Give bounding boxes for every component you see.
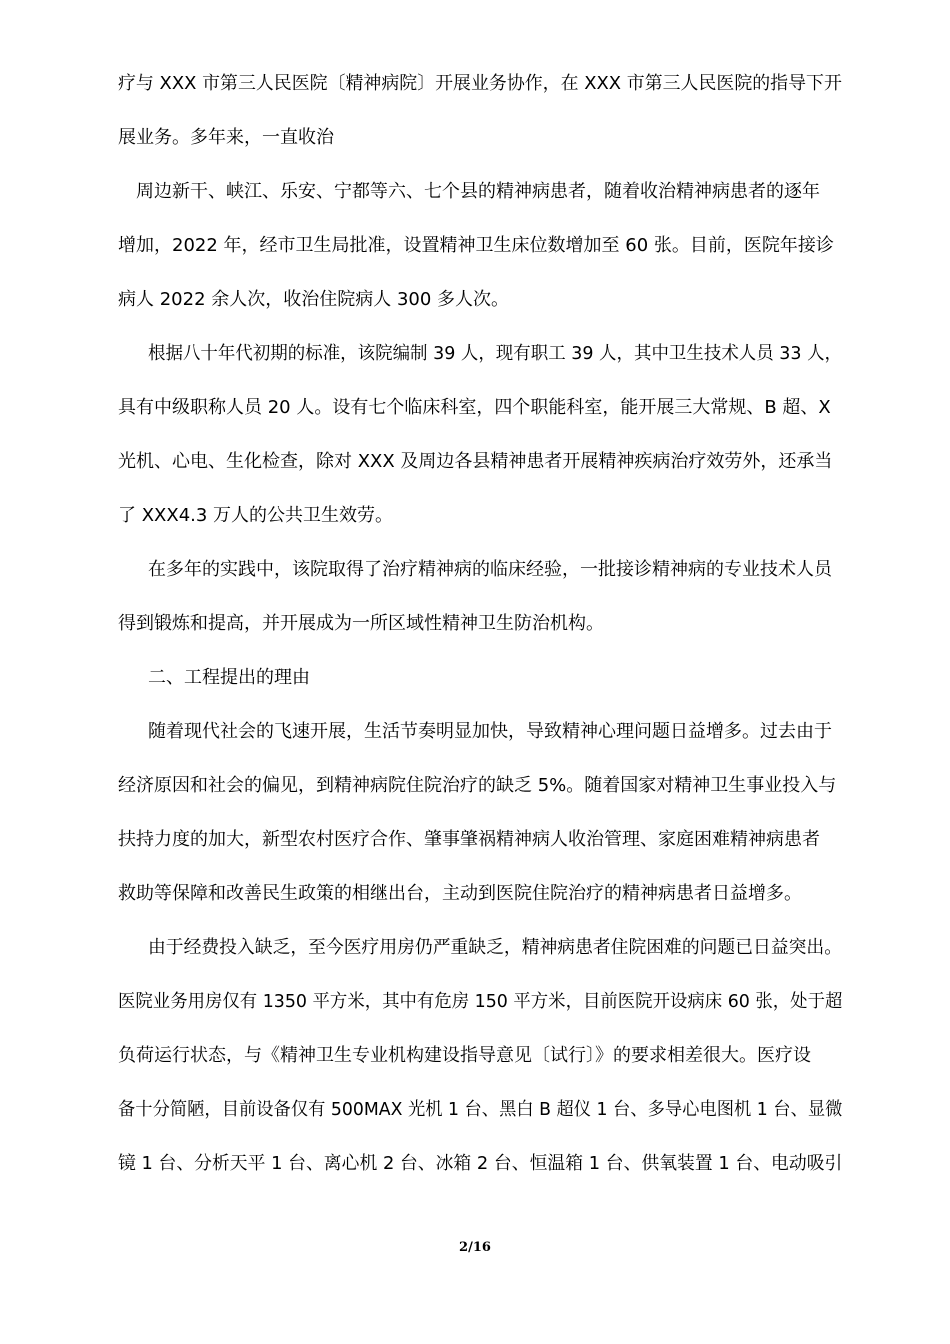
text-line-10: 在多年的实践中，该院取得了治疗精神病的临床经验，一批接诊精神病的专业技术人员	[148, 559, 832, 580]
text-line-14: 经济原因和社会的偏见，到精神病院住院治疗的缺乏 5%。随着国家对精神卫生事业投入与	[118, 775, 837, 796]
text-line-17: 由于经费投入缺乏，至今医疗用房仍严重缺乏，精神病患者住院困难的问题已日益突出。	[148, 937, 842, 958]
text-line-15: 扶持力度的加大，新型农村医疗合作、肇事肇祸精神病人收治管理、家庭困难精神病患者	[118, 829, 820, 850]
page-number: 2/16	[459, 1240, 491, 1255]
text-line-7: 具有中级职称人员 20 人。设有七个临床科室，四个职能科室，能开展三大常规、B 超、X	[118, 397, 831, 418]
text-line-2: 展业务。多年来，一直收治	[118, 127, 334, 148]
text-line-8: 光机、心电、生化检查，除对 XXX 及周边各县精神患者开展精神疾病治疗效劳外，还承当	[118, 451, 833, 472]
text-line-5: 病人 2022 余人次，收治住院病人 300 多人次。	[118, 289, 510, 310]
text-line-20: 备十分简陋，目前设备仅有 500MAX 光机 1 台、黑白 B 超仪 1 台、多导心电图机 1 台、显微	[118, 1099, 843, 1120]
text-line-11: 得到锻炼和提高，并开展成为一所区域性精神卫生防治机构。	[118, 613, 604, 634]
text-line-13: 随着现代社会的飞速开展，生活节奏明显加快，导致精神心理问题日益增多。过去由于	[148, 721, 832, 742]
text-line-1: 疗与 XXX 市第三人民医院〔精神病院〕开展业务协作，在 XXX 市第三人民医院的指导下开	[118, 73, 842, 94]
text-line-21: 镜 1 台、分析天平 1 台、离心机 2 台、冰箱 2 台、恒温箱 1 台、供氧装置 1 台、电动吸引	[118, 1153, 843, 1174]
text-line-9: 了 XXX4.3 万人的公共卫生效劳。	[118, 505, 394, 526]
text-line-6: 根据八十年代初期的标准，该院编制 39 人，现有职工 39 人，其中卫生技术人员 33 人，	[148, 343, 843, 364]
text-line-18: 医院业务用房仅有 1350 平方米，其中有危房 150 平方米，目前医院开设病床 60 张，处于超	[118, 991, 843, 1012]
text-line-16: 救助等保障和改善民生政策的相继出台，主动到医院住院治疗的精神病患者日益增多。	[118, 883, 802, 904]
text-line-19: 负荷运行状态，与《精神卫生专业机构建设指导意见〔试行〕》的要求相差很大。医疗设	[118, 1045, 811, 1066]
text-line-3: 周边新干、峡江、乐安、宁都等六、七个县的精神病患者，随着收治精神病患者的逐年	[136, 181, 820, 202]
text-line-4: 增加，2022 年，经市卫生局批准，设置精神卫生床位数增加至 60 张。目前，医院年接诊	[118, 235, 834, 256]
section-heading: 二、工程提出的理由	[148, 667, 310, 688]
